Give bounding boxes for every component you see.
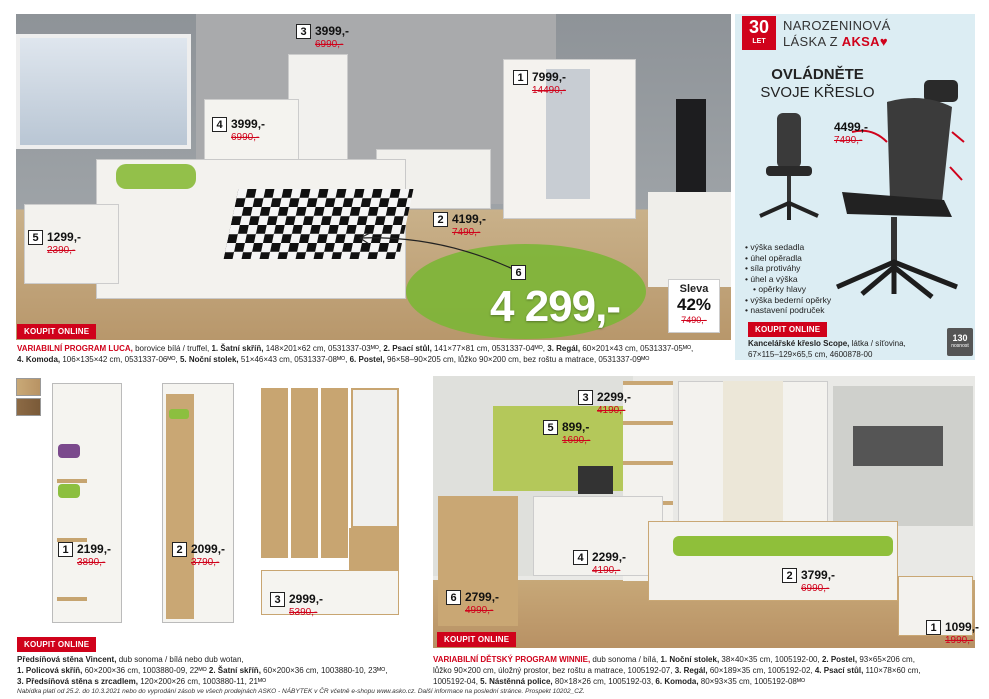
tag-old-price: 7490,- xyxy=(834,135,863,146)
load-capacity-badge xyxy=(947,328,973,356)
luca-caption xyxy=(17,343,732,365)
luca-tag-komoda xyxy=(212,117,265,143)
tag-old-price: 14490,- xyxy=(532,85,566,96)
winnie-caption-text: dub sonoma / bílá, xyxy=(592,655,659,664)
tag-number: 5 xyxy=(28,230,43,245)
winnie-tag-nocni xyxy=(926,620,979,646)
vincent-tag-stena xyxy=(270,592,323,618)
winnie-item-4-name: 4. Psací stůl, xyxy=(814,666,864,675)
chair-buy-online-button[interactable]: KOUPIT ONLINE xyxy=(748,322,827,337)
promo-heading-line1: OVLÁDNĚTE xyxy=(771,66,864,83)
tag-number: 2 xyxy=(433,212,448,227)
promo-slogan-line2 xyxy=(783,34,888,49)
tag-price: 3799,- xyxy=(801,568,836,582)
winnie-item-6-spec: 80×93×35 cm, 1005192-08ᴹᴼ xyxy=(700,677,806,686)
tag-old-price: 1690,- xyxy=(562,435,591,446)
luca-caption-text: borovice bílá / truffel, xyxy=(135,344,210,353)
winnie-caption-title: VARIABILNÍ DĚTSKÝ PROGRAM WINNIE, xyxy=(433,655,591,664)
vincent-item-1-spec: 60×200×36 cm, 1003880-09, 22ᴹᴼ xyxy=(84,666,207,675)
luca-item-3-spec: 60×201×43 cm, 0531337-05ᴹᴼ, xyxy=(582,344,694,353)
winnie-tag-regal xyxy=(578,390,631,416)
wood-swatch-sonoma xyxy=(16,378,41,396)
feature-item: • nastavení područek xyxy=(745,305,831,316)
tag-number: 1 xyxy=(926,620,941,635)
anniversary-years-sub: LET xyxy=(752,38,766,45)
luca-item-1-name: 1. Šatní skříň, xyxy=(211,344,264,353)
vincent-item-3-name: 3. Předsíňová stěna s zrcadlem, xyxy=(17,677,138,686)
chair-caption xyxy=(748,338,943,360)
vincent-tag-policova xyxy=(58,542,111,568)
luca-caption-title: VARIABILNÍ PROGRAM LUCA, xyxy=(17,344,133,353)
winnie-item-3-spec: 60×189×35 cm, 1005192-02, xyxy=(709,666,813,675)
feature-item: • úhel a výška xyxy=(745,274,831,285)
tag-price: 1299,- xyxy=(47,230,82,244)
winnie-room-photo xyxy=(433,376,975,648)
feature-item: • výška bederní opěrky xyxy=(745,295,831,306)
luca-item-2-name: 2. Psací stůl, xyxy=(383,344,432,353)
tag-price: 4499,- xyxy=(834,120,869,134)
anniversary-badge xyxy=(742,16,776,50)
tag-number: 2 xyxy=(782,568,797,583)
tag-number: 1 xyxy=(58,542,73,557)
tag-number: 3 xyxy=(578,390,593,405)
winnie-tag-police xyxy=(543,420,590,446)
luca-item-4-name: 4. Komoda, xyxy=(17,355,61,364)
vincent-wardrobe-photo xyxy=(162,383,234,623)
luca-item-5-name: 5. Noční stolek, xyxy=(179,355,239,364)
luca-item-5-spec: 51×46×43 cm, 0531337-08ᴹᴼ, xyxy=(240,355,348,364)
sleva-percent: 42% xyxy=(676,295,712,314)
promo-slogan-text: LÁSKA Z xyxy=(783,34,838,49)
tag-price: 4199,- xyxy=(452,212,487,226)
tag-price: 2999,- xyxy=(289,592,324,606)
tag-price: 7999,- xyxy=(532,70,567,84)
tag-number: 1 xyxy=(513,70,528,85)
luca-item-6-name: 6. Postel, xyxy=(349,355,385,364)
winnie-item-5-spec: 80×18×26 cm, 1005192-03, xyxy=(554,677,654,686)
luca-item-4-spec: 106×135×42 cm, 0531337-06ᴹᴼ, xyxy=(62,355,178,364)
load-capacity-value: 130 xyxy=(952,333,968,343)
luca-buy-online-button[interactable]: KOUPIT ONLINE xyxy=(17,324,96,339)
tag-price: 2199,- xyxy=(77,542,112,556)
luca-item-1-spec: 148×201×62 cm, 0531337-03ᴹᴼ, xyxy=(265,344,382,353)
wood-swatch-wotan xyxy=(16,398,41,416)
tag-price: 2799,- xyxy=(465,590,500,604)
tag-old-price: 6990,- xyxy=(315,39,344,50)
tag-price: 3999,- xyxy=(231,117,266,131)
vincent-tag-satni xyxy=(172,542,225,568)
vincent-item-2-name: 2. Šatní skříň, xyxy=(208,666,261,675)
luca-tag-nocni xyxy=(28,230,81,256)
winnie-tag-komoda xyxy=(446,590,499,616)
luca-tag-skrin xyxy=(513,70,566,96)
tag-price: 899,- xyxy=(562,420,590,434)
winnie-item-1-name: 1. Noční stolek, xyxy=(660,655,720,664)
tag-price: 2299,- xyxy=(597,390,632,404)
footer-disclaimer: Nabídka platí od 25.2. do 10.3.2021 nebo do vyprodání zásob ve všech prodejnách ASKO - NÁBYTEK v ČR včetně e-shopu www.asko.cz. Další informace na poslední stránce. Prospekt 10202_CZ. xyxy=(17,688,585,695)
office-chair-large-illustration xyxy=(832,72,967,302)
chair-price-tag xyxy=(834,120,868,146)
tag-number: 3 xyxy=(270,592,285,607)
tag-number: 5 xyxy=(543,420,558,435)
feature-item: • výška sedadla xyxy=(745,242,831,253)
vincent-caption-title: Předsíňová stěna Vincent, xyxy=(17,655,117,664)
tag-old-price: 6990,- xyxy=(801,583,830,594)
vincent-item-3-spec: 120×200×26 cm, 1003880-11, 21ᴹᴼ xyxy=(140,677,267,686)
load-capacity-label: nosnost xyxy=(951,343,969,349)
tag-price: 3999,- xyxy=(315,24,350,38)
chair-caption-spec: 67×115–129×65,5 cm, 4600878-00 xyxy=(748,350,873,359)
winnie-item-4-spec: 110×78×60 cm, xyxy=(865,666,921,675)
winnie-tag-stul xyxy=(573,550,626,576)
chair-caption-name: Kancelářské křeslo Scope, xyxy=(748,339,850,348)
tag-old-price: 4190,- xyxy=(592,565,621,576)
tag-old-price: 4990,- xyxy=(465,605,494,616)
tag-price: 2099,- xyxy=(191,542,226,556)
luca-tag-regal xyxy=(296,24,349,50)
luca-room-photo xyxy=(16,14,731,340)
luca-big-price: 4 299,- xyxy=(490,282,620,331)
tag-old-price: 4190,- xyxy=(597,405,626,416)
vincent-caption xyxy=(17,654,427,687)
chair-features-list xyxy=(745,242,831,316)
luca-item-2-spec: 141×77×81 cm, 0531337-04ᴹᴼ, xyxy=(434,344,545,353)
tag-price: 2299,- xyxy=(592,550,627,564)
winnie-item-6-name: 6. Komoda, xyxy=(655,677,699,686)
winnie-item-1-spec: 38×40×35 cm, 1005192-00, xyxy=(721,655,820,664)
sleva-label: Sleva xyxy=(679,283,709,295)
sleva-old-price: 7490,- xyxy=(681,315,707,325)
tag-old-price: 3890,- xyxy=(77,557,106,568)
feature-item: • síla protiváhy xyxy=(745,263,831,274)
office-chair-small-illustration xyxy=(752,108,822,228)
winnie-item-2-spec: 93×65×206 cm, xyxy=(859,655,915,664)
promo-heading-line2: SVOJE KŘESLO xyxy=(760,84,875,101)
tag-price: 1099,- xyxy=(945,620,980,634)
tag-old-price: 2390,- xyxy=(47,245,76,256)
asko-logo: AKSA xyxy=(841,34,880,49)
winnie-item-5-name: 5. Nástěnná police, xyxy=(480,677,553,686)
vincent-caption-text: dub sonoma / bílá nebo dub wotan, xyxy=(118,655,244,664)
vincent-buy-online-button[interactable]: KOUPIT ONLINE xyxy=(17,637,96,652)
tag-old-price: 6990,- xyxy=(231,132,260,143)
tag-old-price: 7490,- xyxy=(452,227,481,238)
vincent-shelf-cabinet-photo xyxy=(52,383,122,623)
tag-old-price: 1990,- xyxy=(945,635,974,646)
tag-number: 3 xyxy=(296,24,311,39)
tag-old-price: 3790,- xyxy=(191,557,220,568)
sleva-badge xyxy=(668,279,720,333)
tag-number: 4 xyxy=(573,550,588,565)
winnie-buy-online-button[interactable]: KOUPIT ONLINE xyxy=(437,632,516,647)
winnie-item-2-name: 2. Postel, xyxy=(821,655,858,664)
winnie-item-2-spec-cont: lůžko 90×200 cm, úložný prostor, bez roštu a matrace, 1005192-07, xyxy=(433,666,673,675)
tag-number: 4 xyxy=(212,117,227,132)
winnie-item-4-spec-cont: 1005192-04, xyxy=(433,677,478,686)
chair-caption-material: látka / síťovina, xyxy=(851,339,906,348)
feature-item: • úhel opěradla xyxy=(745,253,831,264)
luca-item-3-name: 3. Regál, xyxy=(547,344,581,353)
pointer-arrow-icon xyxy=(350,230,520,275)
tag-number: 2 xyxy=(172,542,187,557)
feature-item: • opěrky hlavy xyxy=(745,284,831,295)
luca-tag-postel-number: 6 xyxy=(511,265,526,280)
vincent-item-1-name: 1. Policová skříň, xyxy=(17,666,83,675)
tag-number: 6 xyxy=(446,590,461,605)
tag-old-price: 5390,- xyxy=(289,607,318,618)
promo-slogan-line1: NAROZENINOVÁ xyxy=(783,18,891,33)
winnie-tag-postel xyxy=(782,568,835,594)
luca-item-6-spec: 96×58–90×205 cm, lůžko 90×200 cm, bez roštu a matrace, 0531337-09ᴹᴼ xyxy=(386,355,650,364)
winnie-item-3-name: 3. Regál, xyxy=(674,666,708,675)
anniversary-years: 30 xyxy=(748,17,770,37)
winnie-caption xyxy=(433,654,978,687)
heart-icon: ♥ xyxy=(879,34,888,49)
vincent-item-2-spec: 60×200×36 cm, 1003880-10, 23ᴹᴼ, xyxy=(263,666,388,675)
